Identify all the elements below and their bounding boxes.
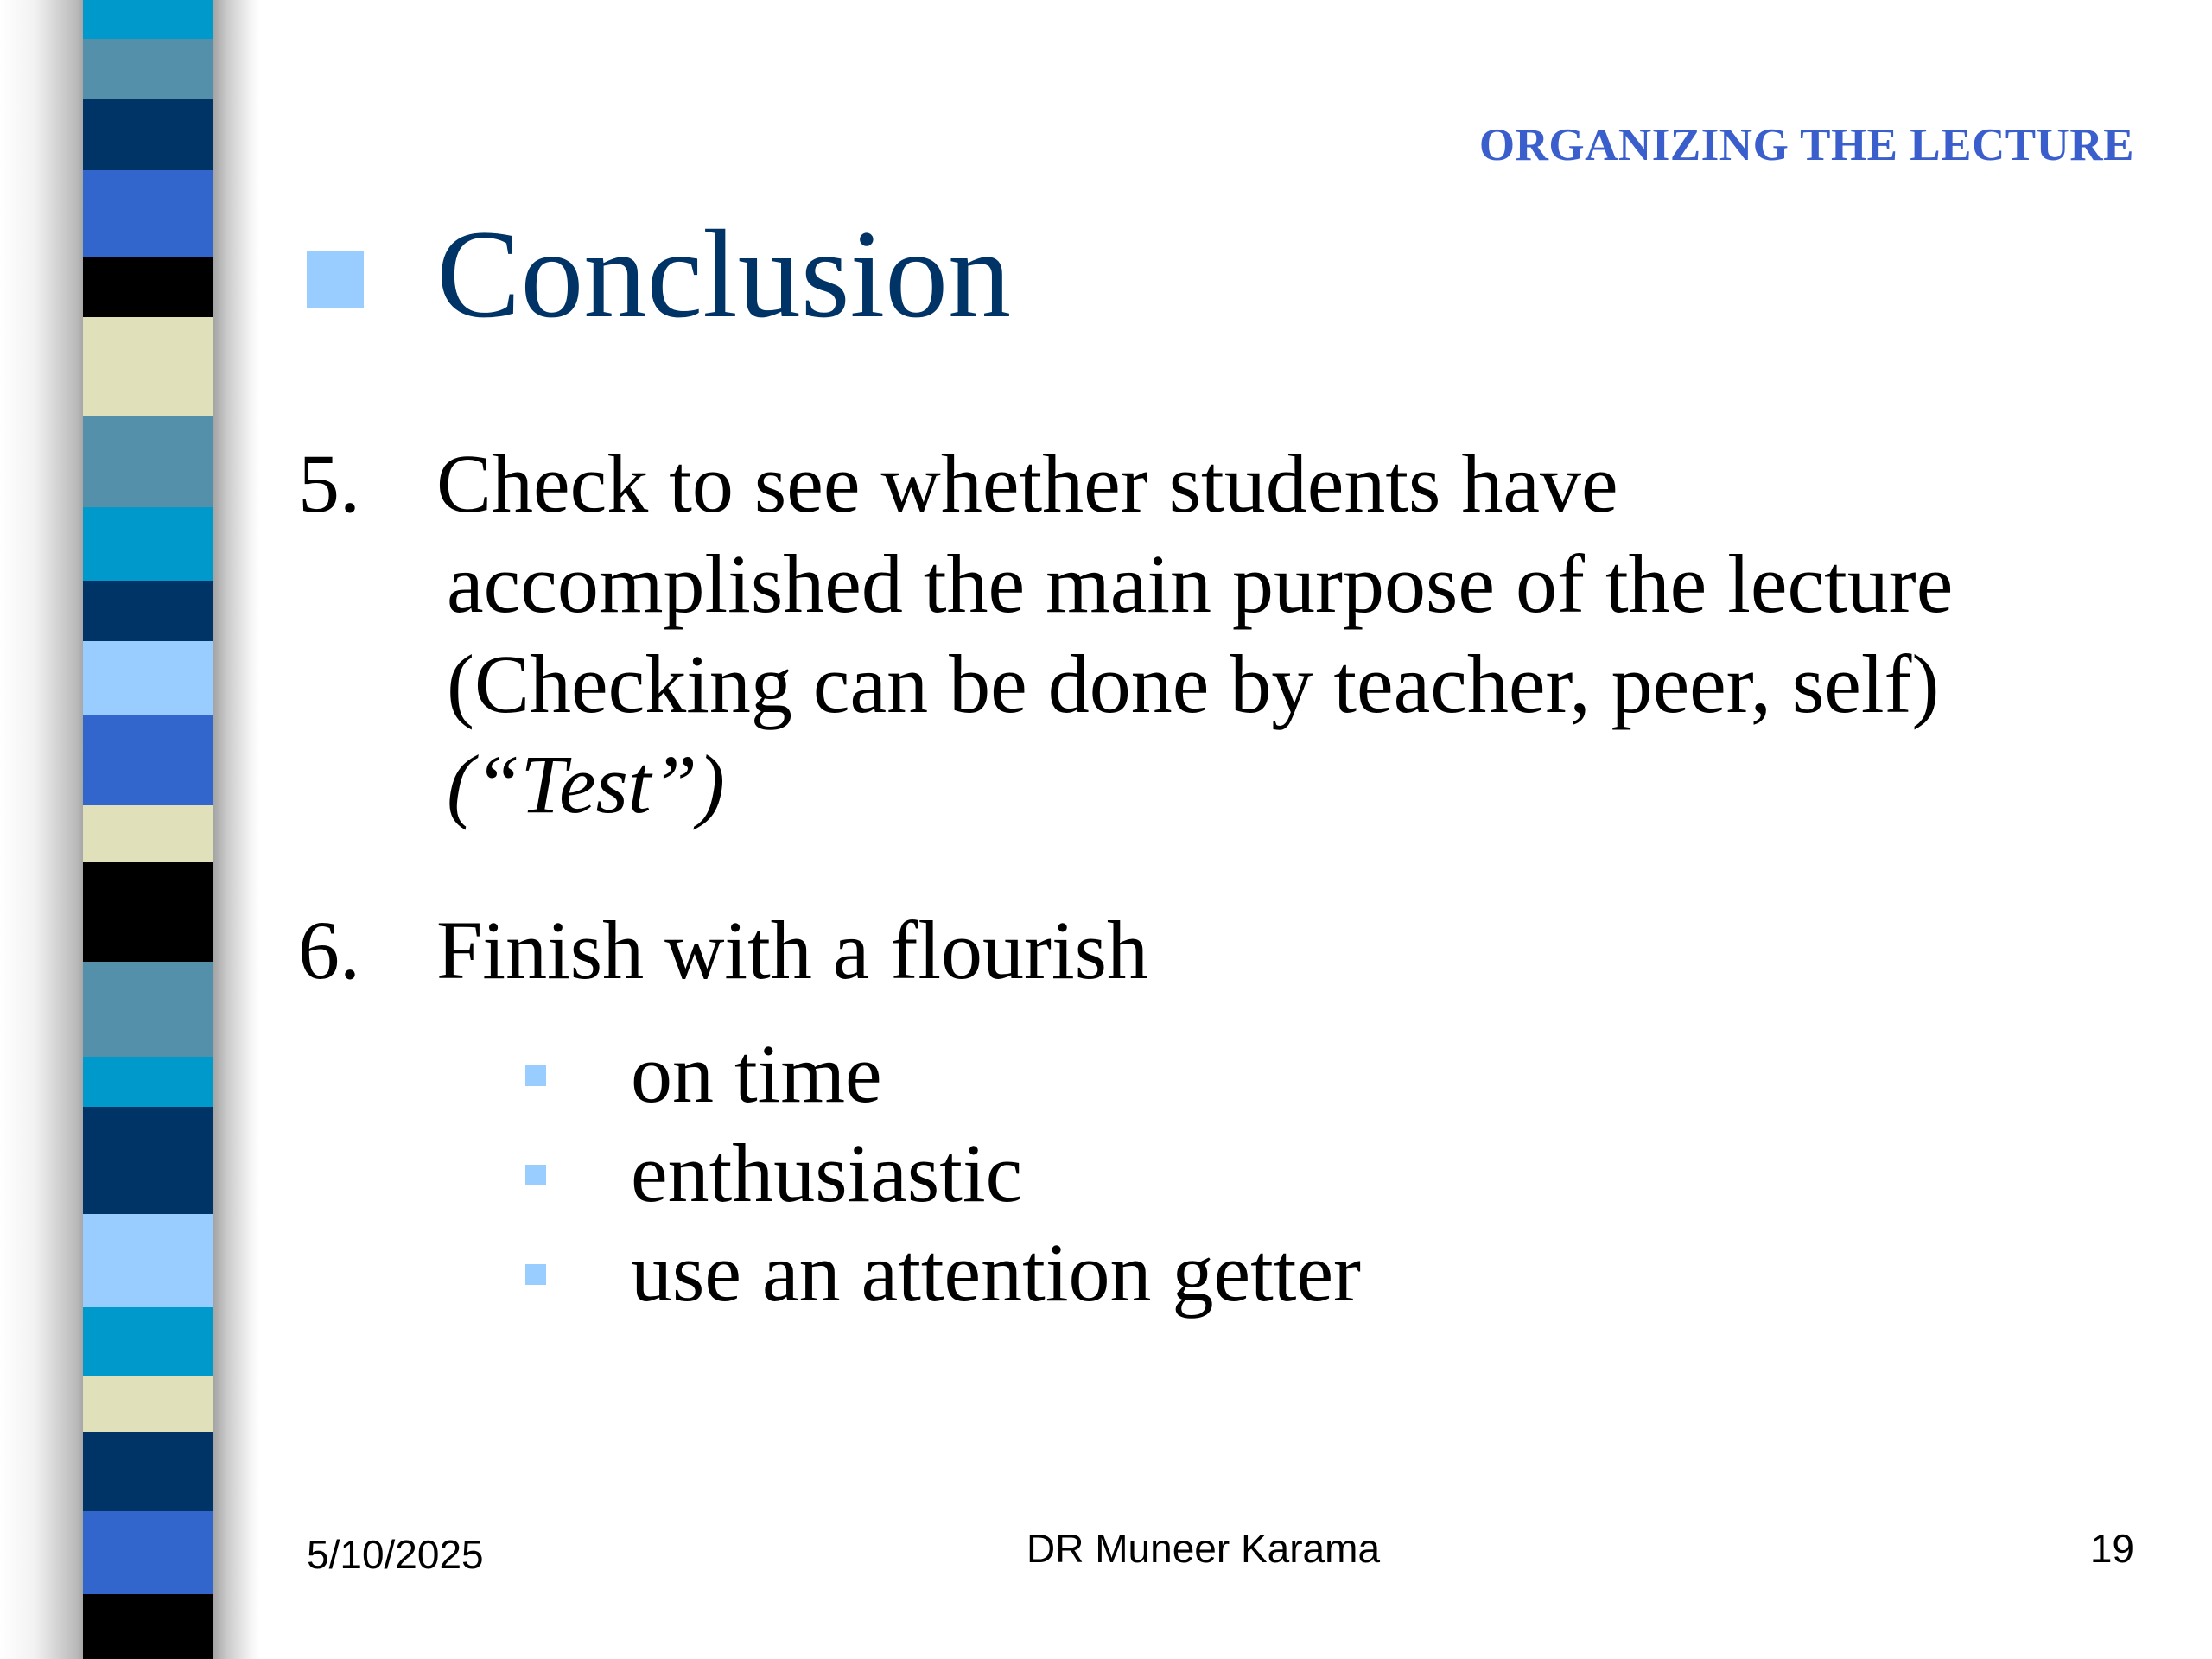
square-bullet-icon	[525, 1165, 546, 1185]
square-bullet-icon	[525, 1065, 546, 1086]
footer-date: 5/10/2025	[307, 1532, 484, 1577]
item-note: (“Test”)	[447, 738, 725, 830]
item-number: 6.	[298, 904, 360, 996]
section-heading: ORGANIZING THE LECTURE	[1478, 120, 2134, 170]
footer-page-number: 19	[2089, 1526, 2134, 1571]
item-line: (Checking can be done by teacher, peer, self)	[447, 638, 1940, 730]
square-bullet-icon	[525, 1264, 546, 1285]
title-row	[307, 200, 1011, 347]
decorative-stripe-band	[83, 0, 213, 1659]
item-line: accomplished the main purpose of the lecture	[447, 537, 1954, 630]
sub-item-text: use an attention getter	[631, 1226, 1362, 1319]
item-number: 5.	[298, 437, 360, 530]
square-bullet-icon	[307, 251, 364, 308]
footer-author: DR Muneer Karama	[1027, 1526, 1381, 1571]
item-line: Check to see whether students have	[436, 437, 1618, 530]
item-line: Finish with a flourish	[436, 904, 1149, 996]
sub-item-text: on time	[631, 1027, 882, 1120]
sub-item-text: enthusiastic	[631, 1127, 1023, 1219]
stripe-pattern	[83, 0, 213, 1659]
slide-title: Conclusion	[436, 204, 1012, 344]
